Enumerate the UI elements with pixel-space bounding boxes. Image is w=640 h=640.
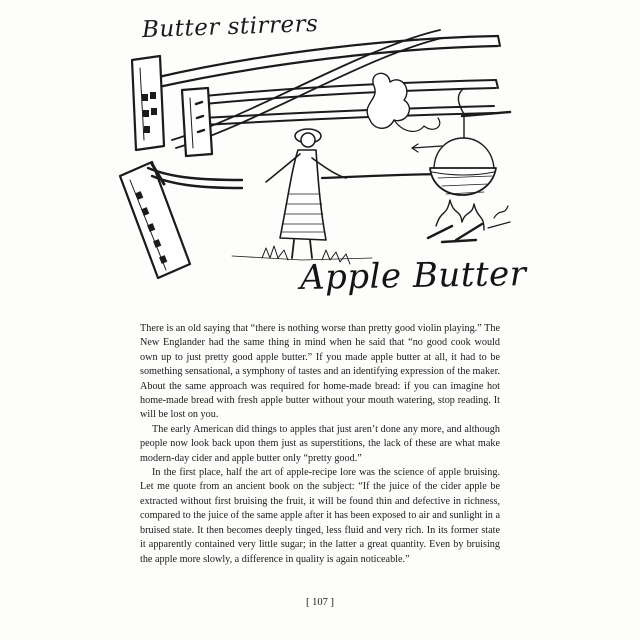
paragraph: The early American did things to apples that just aren’t done any more, and although people now look back upon them just as superstitions, the lack of these are what make modern-day cider and apple butter only “pretty good.” — [140, 423, 500, 464]
chapter-title: Apple Butter — [299, 254, 527, 298]
caption-butter-stirrers: Butter stirrers — [141, 10, 319, 44]
paragraph: There is an old saying that “there is nothing worse than pretty good violin playing.” The New Englander had the same thing in mind when he said that “no good cook would own up to just pretty good apple butter.” If you made apple butter at all, it had to be something sensational, a symphony of tastes and an identifying expression of the maker. About the same approach was required for home-made bread: if you can imagine hot home-made bread with fresh apple butter without your mouth watering, stop reading. It will be lost on you. — [140, 323, 500, 421]
paragraph: In the first place, half the art of apple-recipe lore was the science of apple bruising. Let me quote from an ancient book on the subject: “If the juice of the cider apple be extracted without first bruising the fruit, it will be found thin and defective in richness, compared to the juice of the same apple after it has been exposed to air and sunlight in a bruised state. It then becomes deeply tinged, less fluid and very rich. In its former state it apparently contained very little sugar; in the latter a great quantity. Even by bruising the apple more slowly, a difference in quality is again noticeable.” — [140, 467, 500, 565]
page-number: [ 107 ] — [306, 597, 334, 608]
body-text — [140, 322, 500, 567]
